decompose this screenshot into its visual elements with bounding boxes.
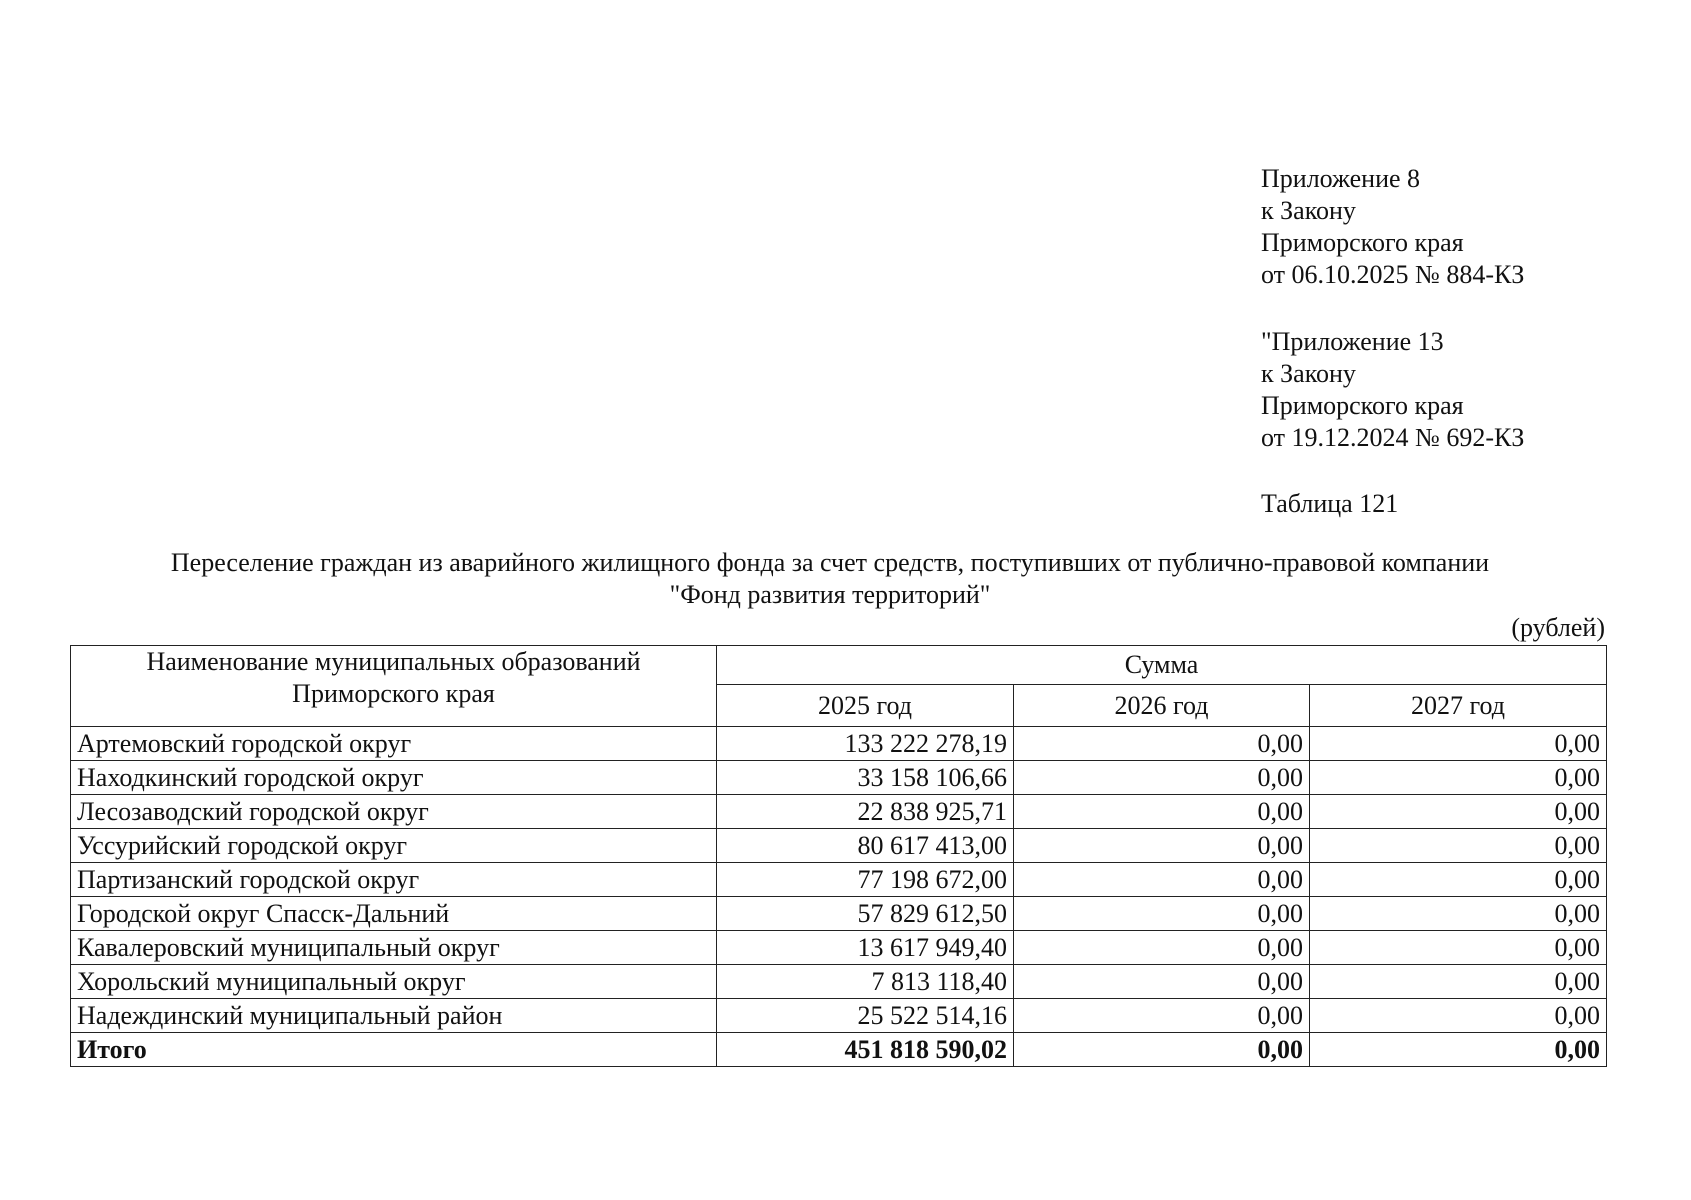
- cell-municipality: Уссурийский городской округ: [71, 829, 717, 863]
- cell-2027: 0,00: [1310, 829, 1607, 863]
- column-header-2027: 2027 год: [1310, 685, 1607, 727]
- table-row: [71, 727, 1607, 761]
- cell-2026: 0,00: [1014, 897, 1310, 931]
- table-row: [71, 761, 1607, 795]
- cell-2025: 33 158 106,66: [717, 761, 1014, 795]
- cell-2026: 0,00: [1014, 795, 1310, 829]
- column-header-name-line: Приморского края: [292, 679, 495, 708]
- cell-2025: 13 617 949,40: [717, 931, 1014, 965]
- cell-2027: 0,00: [1310, 761, 1607, 795]
- cell-2026: 0,00: [1014, 999, 1310, 1033]
- attachment-line: "Приложение 13: [1261, 327, 1444, 356]
- cell-2026: 0,00: [1014, 829, 1310, 863]
- table-row: [71, 931, 1607, 965]
- cell-2027: 0,00: [1310, 863, 1607, 897]
- table-body: [71, 727, 1607, 1067]
- cell-municipality: Лесозаводский городской округ: [71, 795, 717, 829]
- cell-2027: 0,00: [1310, 965, 1607, 999]
- cell-2026: 0,00: [1014, 761, 1310, 795]
- cell-total-2025: 451 818 590,02: [717, 1033, 1014, 1067]
- table-row: [71, 965, 1607, 999]
- cell-2026: 0,00: [1014, 863, 1310, 897]
- cell-2025: 133 222 278,19: [717, 727, 1014, 761]
- cell-municipality: Артемовский городской округ: [71, 727, 717, 761]
- cell-2026: 0,00: [1014, 931, 1310, 965]
- cell-2027: 0,00: [1310, 795, 1607, 829]
- attachment-line: Приморского края: [1261, 391, 1464, 420]
- title-line: "Фонд развития территорий": [669, 580, 991, 609]
- cell-total-label: Итого: [71, 1033, 717, 1067]
- attachment-header-amended: [1261, 326, 1524, 454]
- cell-2025: 25 522 514,16: [717, 999, 1014, 1033]
- attachment-line: от 19.12.2024 № 692-КЗ: [1261, 423, 1525, 452]
- attachment-header-current: [1261, 163, 1524, 291]
- table-row: [71, 829, 1607, 863]
- funding-table: [70, 645, 1607, 1067]
- cell-2027: 0,00: [1310, 727, 1607, 761]
- attachment-line: к Закону: [1261, 196, 1356, 225]
- cell-2027: 0,00: [1310, 897, 1607, 931]
- cell-2027: 0,00: [1310, 931, 1607, 965]
- document-title: [70, 547, 1590, 611]
- table-header: [71, 646, 1607, 727]
- title-line: Переселение граждан из аварийного жилищного фонда за счет средств, поступивших от публично-правовой компании: [170, 548, 1490, 577]
- cell-municipality: Кавалеровский муниципальный округ: [71, 931, 717, 965]
- column-header-2025: 2025 год: [717, 685, 1014, 727]
- column-header-2026: 2026 год: [1014, 685, 1310, 727]
- cell-municipality: Хорольский муниципальный округ: [71, 965, 717, 999]
- table-number: Таблица 121: [1261, 489, 1399, 518]
- cell-2025: 77 198 672,00: [717, 863, 1014, 897]
- table-total-row: [71, 1033, 1607, 1067]
- cell-2025: 22 838 925,71: [717, 795, 1014, 829]
- attachment-line: от 06.10.2025 № 884-КЗ: [1261, 260, 1525, 289]
- cell-2026: 0,00: [1014, 965, 1310, 999]
- cell-2027: 0,00: [1310, 999, 1607, 1033]
- column-header-name: [71, 646, 717, 727]
- cell-total-2027: 0,00: [1310, 1033, 1607, 1067]
- attachment-line: Приложение 8: [1261, 164, 1421, 193]
- cell-2026: 0,00: [1014, 727, 1310, 761]
- table-row: [71, 863, 1607, 897]
- column-header-sum: Сумма: [717, 646, 1607, 685]
- cell-municipality: Надеждинский муниципальный район: [71, 999, 717, 1033]
- cell-municipality: Партизанский городской округ: [71, 863, 717, 897]
- cell-municipality: Находкинский городской округ: [71, 761, 717, 795]
- table-row: [71, 999, 1607, 1033]
- table-row: [71, 897, 1607, 931]
- cell-2025: 7 813 118,40: [717, 965, 1014, 999]
- cell-2025: 57 829 612,50: [717, 897, 1014, 931]
- attachment-line: Приморского края: [1261, 228, 1464, 257]
- column-header-name-line: Наименование муниципальных образований: [146, 647, 641, 676]
- cell-municipality: Городской округ Спасск-Дальний: [71, 897, 717, 931]
- table-row: [71, 795, 1607, 829]
- units-label: (рублей): [1511, 613, 1605, 642]
- cell-total-2026: 0,00: [1014, 1033, 1310, 1067]
- attachment-line: к Закону: [1261, 359, 1356, 388]
- cell-2025: 80 617 413,00: [717, 829, 1014, 863]
